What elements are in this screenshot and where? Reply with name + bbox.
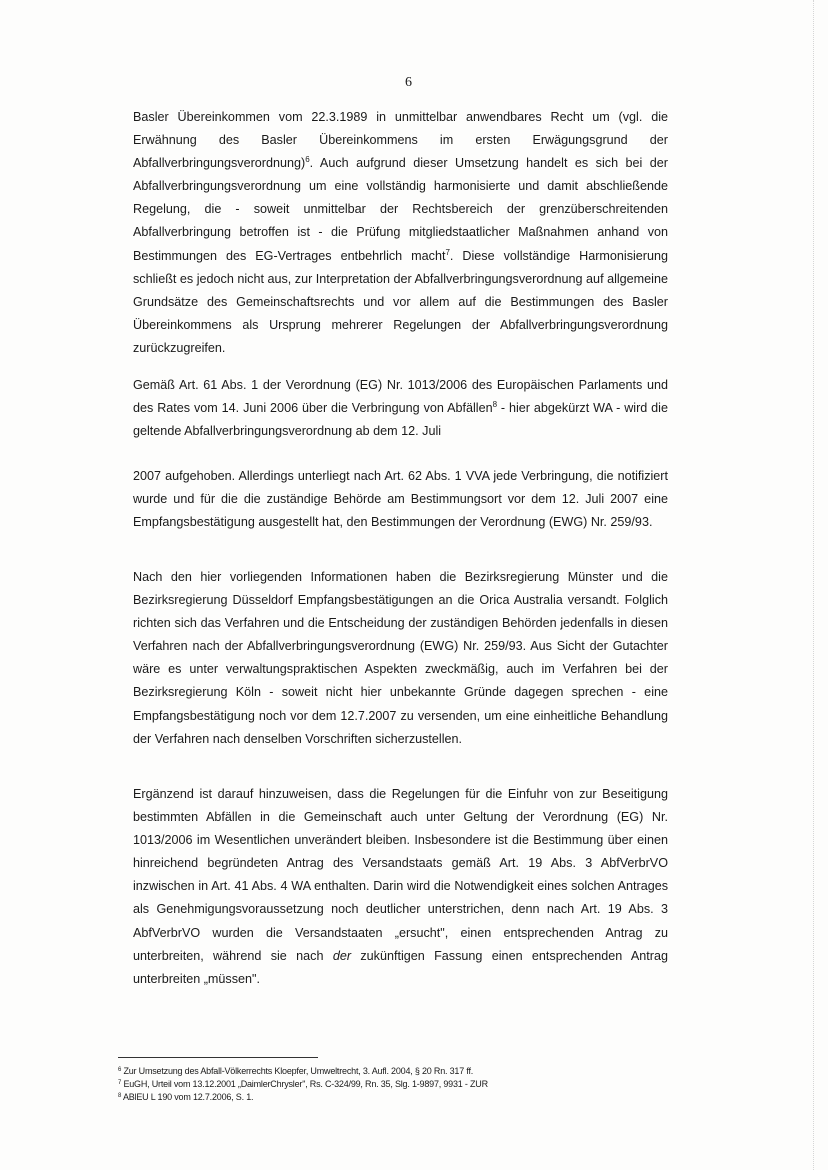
paragraph-text: - hier abgekürzt WA - wird die geltende Abfallverbringungsverordnung ab dem 12. Juli [133, 401, 668, 439]
paragraph-text: Ergänzend ist darauf hinzuweisen, dass die Regelungen für die Einfuhr von zur Beseitigung bestimmten Abfällen in die Gemeinschaft auch unter Geltung der Verordnung (EG) Nr. 1013/2006 im Wesentlichen unverändert bleiben. Insbesondere ist die Bestimmung über einen hinreichend begründeten Antrag des Versandstaats gemäß Art. 19 Abs. 3 AbfVerbrVO inzwischen in Art. 41 Abs. 4 WA enthalten. Darin wird die Notwendigkeit eines solchen Antrages als Genehmigungsvoraussetzung noch deutlicher unterstrichen, denn nach Art. 19 Abs. 3 AbfVerbrVO wurden die Versandstaaten „ersucht", einen entsprechenden Antrag zu unterbreiten, während sie nach [133, 787, 668, 963]
page-number: 6 [405, 75, 412, 90]
paragraph-5 [133, 783, 668, 991]
footnote [118, 1091, 638, 1104]
paragraph-text: zukünftigen Fassung einen entsprechenden Antrag unterbreiten „müssen". [133, 948, 668, 986]
paragraph-text: Gemäß Art. 61 Abs. 1 der Verordnung (EG) Nr. 1013/2006 des Europäischen Parlaments und des Rates vom 14. Juni 2006 über die Verbringung von Abfällen [133, 378, 668, 416]
paragraph-text: 2007 aufgehoben. Allerdings unterliegt nach Art. 62 Abs. 1 VVA jede Verbringung, die notifiziert wurde und für die die zuständige Behörde am Bestimmungsort vor dem 12. Juli 2007 eine Empfangsbestätigung ausgestellt hat, den Bestimmungen der Verordnung (EWG) Nr. 259/93. [133, 469, 668, 530]
footnotes [118, 1065, 638, 1104]
footnote-ref: 8 [492, 400, 498, 410]
footnote [118, 1065, 638, 1078]
footnote-separator [118, 1057, 318, 1058]
footnote [118, 1078, 638, 1091]
footnote-number: 7 [118, 1080, 122, 1086]
paragraph-2 [133, 374, 668, 443]
paragraph-1 [133, 106, 668, 360]
footnote-text: ABlEU L 190 vom 12.7.2006, S. 1. [121, 1092, 254, 1102]
paragraph-3 [133, 465, 668, 534]
footnote-number: 8 [118, 1093, 122, 1099]
footnote-text: Zur Umsetzung des Abfall-Völkerrechts Kloepfer, Umweltrecht, 3. Aufl. 2004, § 20 Rn. 317 ff. [121, 1066, 474, 1076]
paragraph-text: . Diese vollständige Harmonisierung schließt es jedoch nicht aus, zur Interpretation der Abfallverbringungsverordnung auf allgemeine Grundsätze des Gemeinschaftsrechts und vor allem auf die Bestimmungen des Basler Übereinkommens als Ursprung mehrerer Regelungen der Abfallverbringungsverordnung zurückzugreifen. [133, 248, 668, 355]
footnote-text: EuGH, Urteil vom 13.12.2001 „DaimlerChrysler", Rs. C-324/99, Rn. 35, Slg. 1-9897, 9931 - ZUR [121, 1079, 488, 1089]
footnote-ref: 7 [445, 247, 450, 257]
paragraph-text: Nach den hier vorliegenden Informationen haben die Bezirksregierung Münster und die Bezirksregierung Düsseldorf Empfangsbestätigungen an die Orica Australia versandt. Folglich richten sich das Verfahren und die Entscheidung der zuständigen Behörden jedenfalls in diesen Verfahren nach der Abfallverbringungsverordnung (EWG) Nr. 259/93. Aus Sicht der Gutachter wäre es unter verwaltungspraktischen Aspekten zweckmäßig, auch im Verfahren bei der Bezirksregierung Köln - soweit nicht hier unbekannte Gründe dagegen sprechen - eine Empfangsbestätigung noch vor dem 12.7.2007 zu versenden, um eine einheitliche Behandlung der Verfahren nach denselben Vorschriften sicherzustellen. [133, 570, 668, 746]
footnote-ref: 6 [305, 155, 310, 165]
footnote-number: 6 [118, 1067, 122, 1073]
paragraph-text: . Auch aufgrund dieser Umsetzung handelt es sich bei der Abfallverbringungsverordnung um eine vollständig harmonisierte und damit abschließende Regelung, die - soweit unmittelbar der Rechtsbereich der grenzüberschreitenden Abfallverbringung betroffen ist - die Prüfung mitgliedstaatlicher Maßnahmen anhand von Bestimmungen des EG-Vertrages entbehrlich macht [133, 156, 668, 263]
paragraph-text: Basler Übereinkommen vom 22.3.1989 in unmittelbar anwendbares Recht um (vgl. die Erwähnung des Basler Übereinkommens im ersten Erwägungsgrund der Abfallverbringungsverordnung) [133, 110, 668, 171]
emphasis-text: der [332, 948, 352, 963]
scan-edge-line [813, 0, 814, 1170]
paragraph-4 [133, 566, 668, 751]
